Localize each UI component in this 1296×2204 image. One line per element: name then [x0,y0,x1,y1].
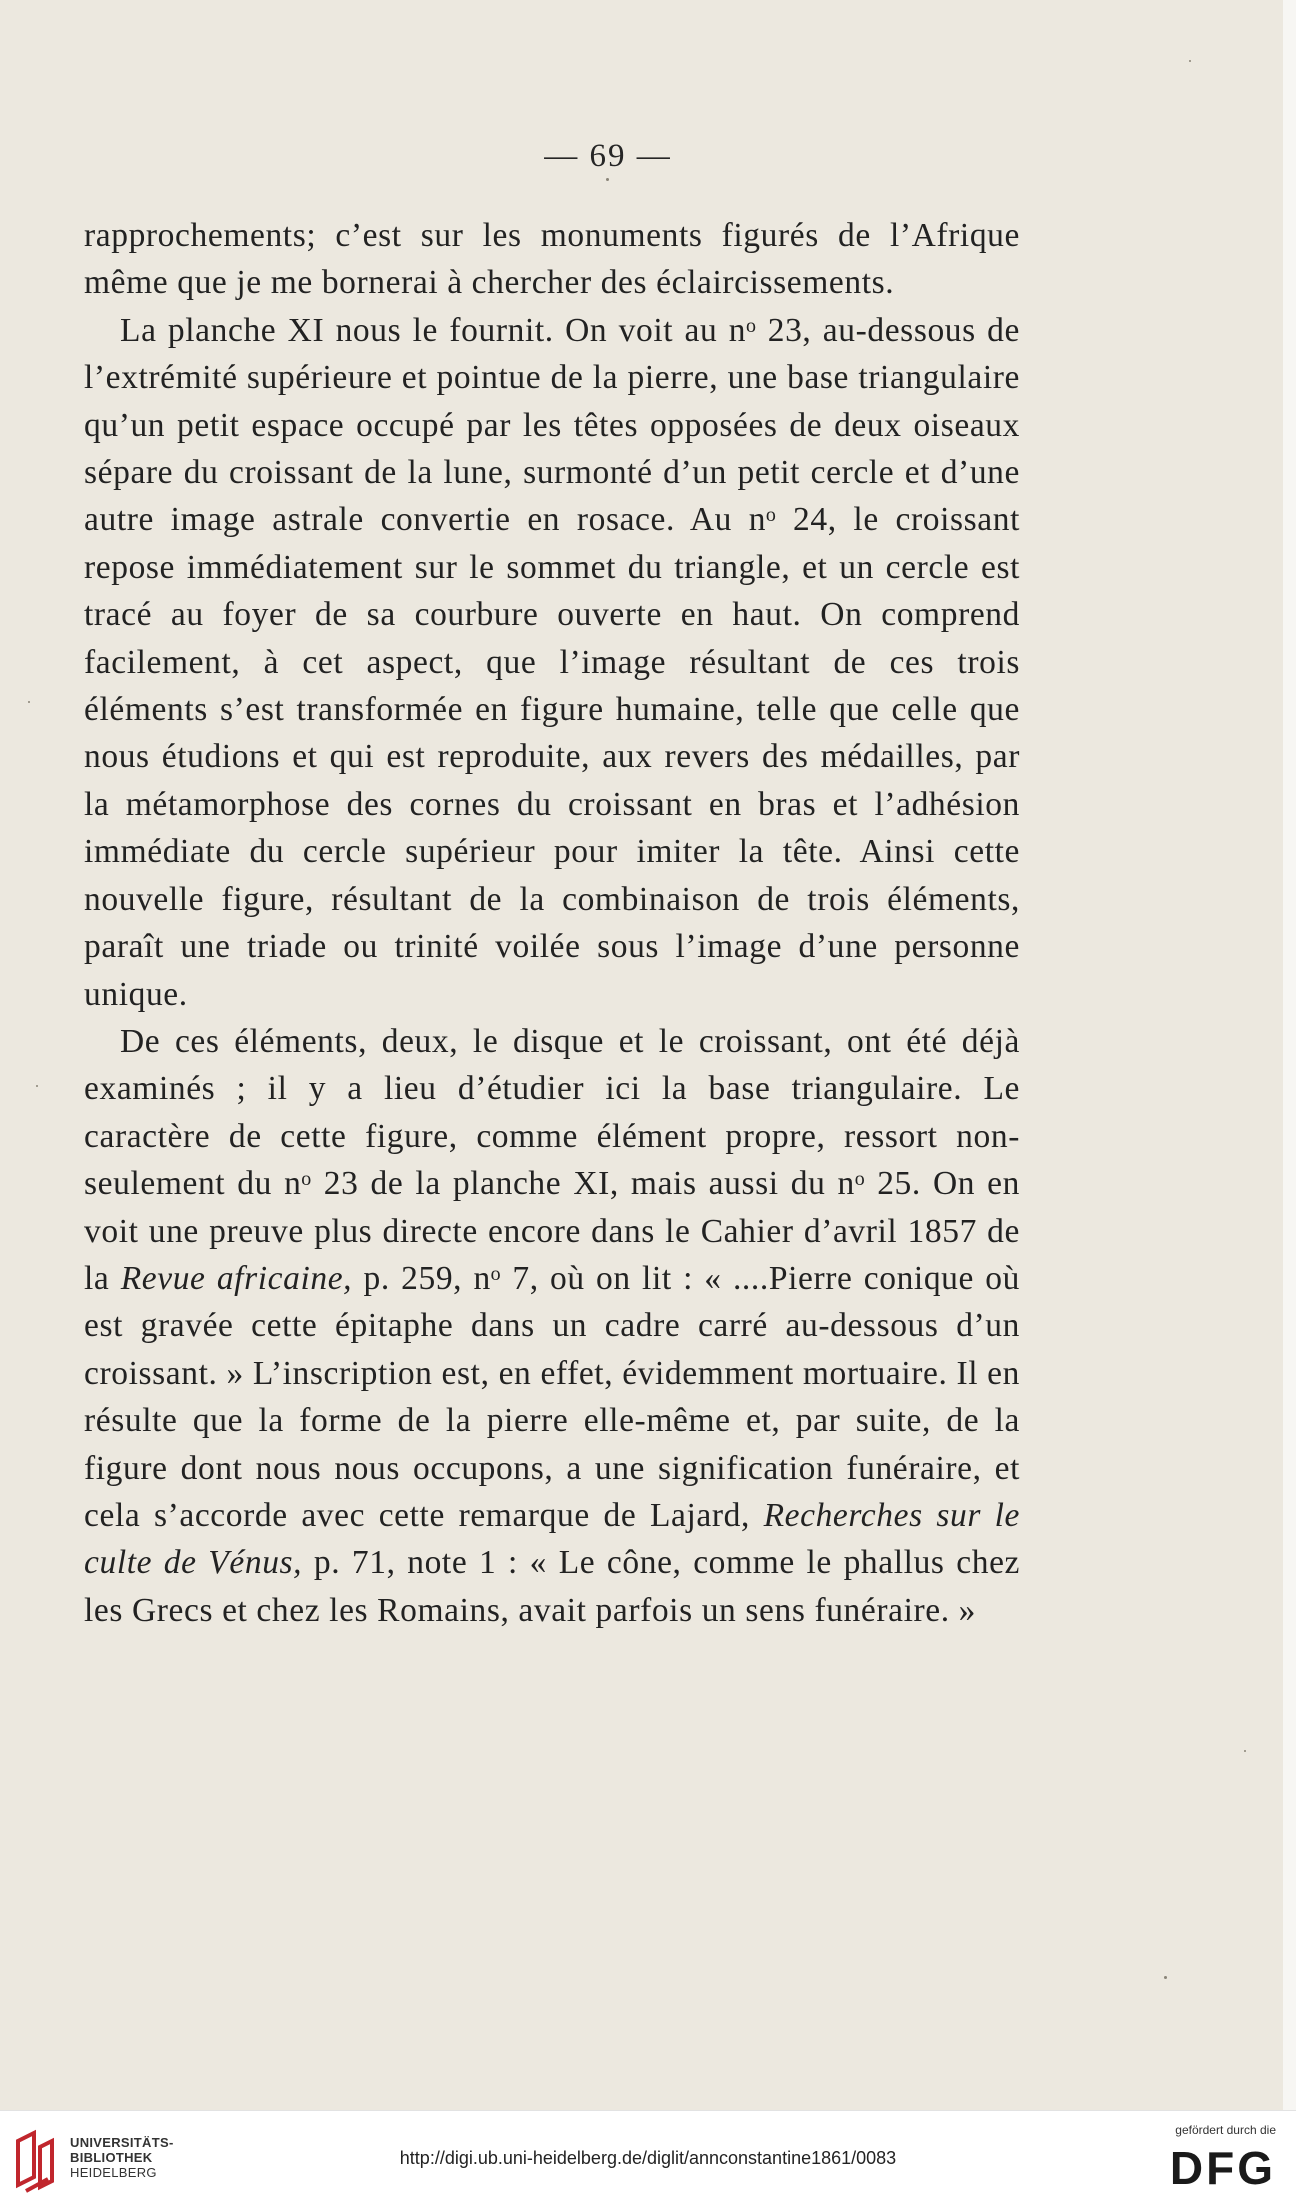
book-title: Recherches sur le culte de Vénus, [84,1496,1020,1582]
paper-speck [1164,1976,1167,1979]
paragraph: rapprochements; c’est sur les monuments figurés de l’Afrique même que je me bornerai à chercher des éclaircissements. [84,217,1020,302]
dfg-logo: DFG [1169,2142,1276,2194]
journal-title: Revue africaine, [120,1259,353,1297]
footer-bar [0,2110,1296,2204]
paragraph-text: De ces éléments, deux, le disque et le croissant, ont été déjà examinés ; il y a lieu d’étudier ici la base triangulaire. Le caractère de cette figure, comme élément propre, ressort non-seulement du nᵒ 23 de la planche XI, mais aussi du nᵒ 25. On en voit une preuve plus directe encore dans le Cahier d’avril 1857 de la [84,1022,1020,1297]
source-url-link[interactable]: http://digi.ub.uni-heidelberg.de/diglit/annconstantine1861/0083 [399,2148,897,2168]
sponsor-caption: gefördert durch die [1175,2123,1276,2137]
paper-speck [606,178,609,181]
paragraph: La planche XI nous le fournit. On voit au nᵒ 23, au-dessous de l’extrémité supérieure et pointue de la pierre, une base triangulaire qu’un petit espace occupé par les têtes opposées de deux oiseaux sépare du croissant de la lune, surmonté d’un petit cercle et d’une autre image astrale convertie en rosace. Au nᵒ 24, le croissant repose immédiatement sur le sommet du triangle, et un cercle est tracé au foyer de sa courbure ouverte en haut. On comprend facilement, à cet aspect, que l’image résultant de ces trois éléments s’est transformée en figure humaine, telle que celle que nous étudions et qui est reproduite, aux revers des médailles, par la métamorphose des cornes du croissant en bras et l’adhésion immédiate du cercle supérieur pour imiter la tête. Ainsi cette nouvelle figure, résultant de la combinaison de trois éléments, paraît une triade ou trinité voilée sous l’image d’une personne unique. [84,311,1020,1013]
paragraph-text: p. 259, nᵒ 7, où on lit : « ....Pierre conique où est gravée cette épitaphe dans un cadre carré au-dessous d’un croissant. » L’inscription est, en effet, évidemment mortuaire. Il en résulte que la forme de la pierre elle-même et, par suite, de la figure dont nous nous occupons, a une signification funéraire, et cela s’accorde avec cette remarque de Lajard, [84,1259,1021,1534]
page-edge [1283,0,1296,2110]
institution-name-line: HEIDELBERG [70,2165,157,2180]
paper-speck [28,701,30,703]
institution-name-line: BIBLIOTHEK [70,2150,153,2165]
body-text [84,212,1020,1634]
paragraph-text: p. 71, note 1 : « Le cône, comme le phallus chez les Grecs et chez les Romains, avait parfois un sens funéraire. » [84,1544,1021,1629]
paragraph [84,1018,1020,1634]
paper-speck [1244,1750,1246,1752]
institution-name-line: UNIVERSITÄTS- [70,2135,174,2150]
page-number: — 69 — [544,138,672,174]
paper-speck [36,1085,38,1087]
paper-speck [1189,60,1191,62]
